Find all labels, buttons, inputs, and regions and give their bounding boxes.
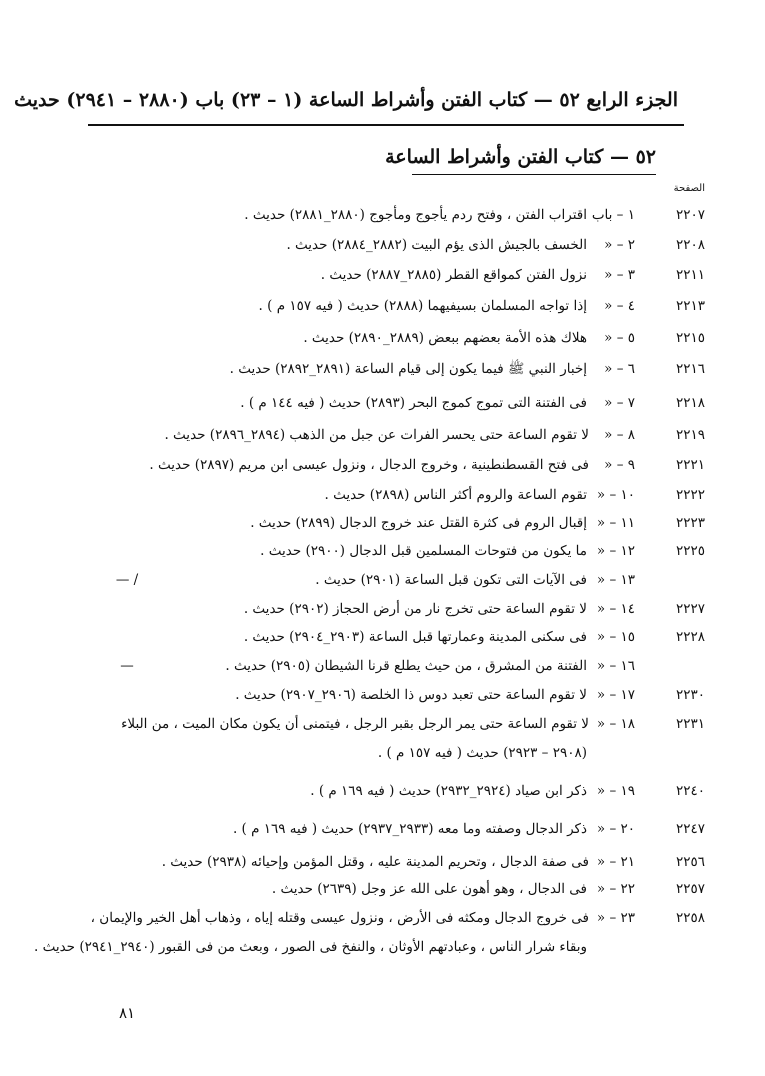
contents-row [0,450,765,480]
contents-row [0,622,765,652]
page-number: ٢٢٠٨ [675,237,705,253]
chapter-index: ١٠ – « [596,487,635,503]
chapter-index: ٢٢ – « [596,881,635,897]
contents-row [0,508,765,538]
contents-row [0,903,765,933]
contents-row [0,709,765,739]
chapter-title: فى الدجال ، وهو أهون على الله عز وجل (٢٦٣٩) حديث . [271,881,587,897]
chapter-title: تقوم الساعة والروم أكثر الناس (٢٨٩٨) حديث . [324,487,587,503]
chapter-title: فى خروج الدجال ومكثه فى الأرض ، ونزول عيسى وقتله إياه ، وذهاب أهل الخير والإيمان ، [90,910,589,926]
page-number: ٢٢٢٨ [675,629,705,645]
page-number: ٢٢٢٧ [675,601,705,617]
chapter-title: إذا تواجه المسلمان بسيفيهما (٢٨٨٨) حديث ( فيه ١٥٧ م ) . [258,298,587,314]
chapter-index: ١٣ – « [596,572,635,588]
contents-row [0,323,765,353]
chapter-index: ١٦ – « [596,658,635,674]
page-number: ٢٢٣١ [675,716,705,732]
page-number: ٢٢٢٥ [675,543,705,559]
contents-row [0,565,765,595]
chapter-title: فى صفة الدجال ، وتحريم المدينة عليه ، وقتل المؤمن وإحيائه (٢٩٣٨) حديث . [161,854,589,870]
chapter-title: الفتنة من المشرق ، من حيث يطلع قرنا الشيطان (٢٩٠٥) حديث . [225,658,587,674]
chapter-index: ١٥ – « [596,629,635,645]
page-number: ٢٢٢٣ [675,515,705,531]
chapter-index: ٢٠ – « [596,821,635,837]
contents-row [0,388,765,418]
chapter-title-continuation: (٢٩٠٨ – ٢٩٢٣) حديث ( فيه ١٥٧ م ) . [377,745,587,761]
contents-row [0,814,765,844]
chapter-title: ذكر ابن صياد (٢٩٢٤_٢٩٣٢) حديث ( فيه ١٦٩ م ) . [310,783,587,799]
chapter-index: ٢١ – « [596,854,635,870]
chapter-index: ١٩ – « [596,783,635,799]
page-number: ٢٢٢١ [675,457,705,473]
contents-row [0,680,765,710]
chapter-index: ٨ – « [604,427,635,443]
contents-row [0,594,765,624]
chapter-title: لا تقوم الساعة حتى تخرج نار من أرض الحجاز (٢٩٠٢) حديث . [243,601,587,617]
chapter-index: ٣ – « [604,267,635,283]
page-number: ٢٢٥٦ [675,854,705,870]
chapter-title: إقبال الروم فى كثرة القتل عند خروج الدجال (٢٨٩٩) حديث . [250,515,587,531]
title-underline [412,174,656,175]
section-title: ٥٢ — كتاب الفتن وأشراط الساعة [385,146,656,168]
page-number: ٢٢١٦ [675,361,705,377]
page-number: ٢٢١٨ [675,395,705,411]
contents-row [0,354,765,384]
contents-row [0,847,765,877]
contents-row [0,291,765,321]
contents-row [0,420,765,450]
contents-row [0,260,765,290]
chapter-index: ١ – باب [591,207,635,223]
chapter-index: ٢٣ – « [596,910,635,926]
running-header: الجزء الرابع ٥٢ — كتاب الفتن وأشراط الساعة (١ – ٢٣) باب (٢٨٨٠ – ٢٩٤١) حديث [14,89,678,111]
contents-row [0,480,765,510]
contents-row [0,230,765,260]
contents-row-continuation [0,932,765,962]
chapter-title: ذكر الدجال وصفته وما معه (٢٩٣٣_٢٩٣٧) حديث ( فيه ١٦٩ م ) . [232,821,587,837]
contents-row-continuation [0,738,765,768]
chapter-title: لا تقوم الساعة حتى تعبد دوس ذا الخلصة (٢٩٠٦_٢٩٠٧) حديث . [235,687,587,703]
chapter-title: فى الفتنة التى تموج كموج البحر (٢٨٩٣) حديث ( فيه ١٤٤ م ) . [240,395,587,411]
chapter-title: لا تقوم الساعة حتى يمر الرجل بقبر الرجل ، فيتمنى أن يكون مكان الميت ، من البلاء [121,716,589,732]
page-column-label: الصفحة [673,183,705,194]
page-number: ٢٢١٣ [675,298,705,314]
chapter-index: ١١ – « [596,515,635,531]
chapter-title: ما يكون من فتوحات المسلمين قبل الدجال (٢٩٠٠) حديث . [260,543,587,559]
page-number: ٢٢١١ [675,267,705,283]
page-number: ٢٢٥٨ [675,910,705,926]
page-number: ٢٢٣٠ [675,687,705,703]
chapter-title: فى الآيات التى تكون قبل الساعة (٢٩٠١) حديث . [315,572,587,588]
chapter-index: ٩ – « [604,457,635,473]
chapter-index: ٧ – « [604,395,635,411]
page-folio: ٨١ [118,1004,136,1022]
chapter-title: اقتراب الفتن ، وفتح ردم يأجوج ومأجوج (٢٨٨٠_٢٨٨١) حديث . [244,207,587,223]
chapter-index: ١٤ – « [596,601,635,617]
page-number: ٢٢٤٧ [675,821,705,837]
chapter-title: فى فتح القسطنطينية ، وخروج الدجال ، ونزول عيسى ابن مريم (٢٨٩٧) حديث . [149,457,589,473]
header-rule [88,124,684,126]
margin-mark: — [120,658,134,674]
contents-row [0,200,765,230]
contents-row [0,651,765,681]
chapter-index: ٥ – « [604,330,635,346]
chapter-title: فى سكنى المدينة وعمارتها قبل الساعة (٢٩٠٣_٢٩٠٤) حديث . [243,629,587,645]
contents-row [0,776,765,806]
chapter-title: الخسف بالجيش الذى يؤم البيت (٢٨٨٢_٢٨٨٤) حديث . [286,237,587,253]
page-number: ٢٢٥٧ [675,881,705,897]
page-number: ٢٢١٥ [675,330,705,346]
page-number: ٢٢١٩ [675,427,705,443]
chapter-index: ٢ – « [604,237,635,253]
page-number: ٢٢٤٠ [675,783,705,799]
chapter-title: إخبار النبي ﷺ فيما يكون إلى قيام الساعة (٢٨٩١_٢٨٩٢) حديث . [229,361,587,377]
contents-row [0,536,765,566]
margin-mark: — / [115,572,139,588]
chapter-index: ١٧ – « [596,687,635,703]
chapter-index: ١٢ – « [596,543,635,559]
chapter-index: ٤ – « [604,298,635,314]
chapter-index: ١٨ – « [596,716,635,732]
page-number: ٢٢٢٢ [675,487,705,503]
chapter-title: نزول الفتن كمواقع القطر (٢٨٨٥_٢٨٨٧) حديث . [320,267,587,283]
page-number: ٢٢٠٧ [675,207,705,223]
chapter-title-continuation: وبقاء شرار الناس ، وعبادتهم الأوثان ، والنفخ فى الصور ، وبعث من فى القبور (٢٩٤٠_٢٩٤١) حديث . [34,939,587,955]
chapter-title: لا تقوم الساعة حتى يحسر الفرات عن جبل من الذهب (٢٨٩٤_٢٨٩٦) حديث . [164,427,589,443]
chapter-index: ٦ – « [604,361,635,377]
contents-row [0,874,765,904]
chapter-title: هلاك هذه الأمة بعضهم ببعض (٢٨٨٩_٢٨٩٠) حديث . [303,330,587,346]
